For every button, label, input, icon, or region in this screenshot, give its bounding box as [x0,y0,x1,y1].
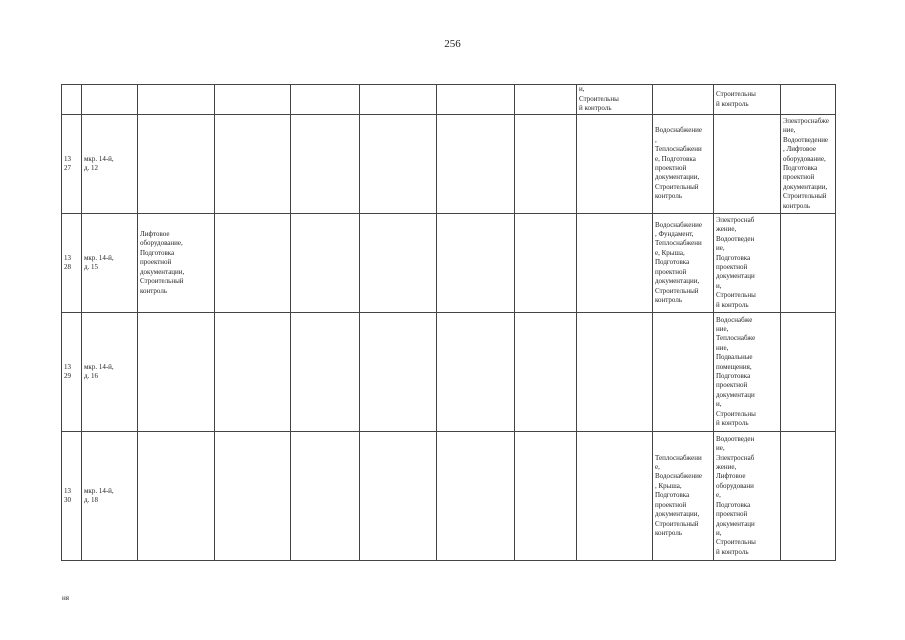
cell-empty [437,313,515,432]
cell-address [82,85,138,115]
cell-empty [515,313,577,432]
cell-empty [437,115,515,214]
cell-works [781,115,836,214]
row-number: 13 28 [64,253,71,271]
cell-works [714,85,781,115]
cell-number [62,214,82,313]
cell-empty [577,432,653,561]
cell-works [714,214,781,313]
work-schedule-table [61,84,836,561]
cell-works [653,313,714,432]
cell-empty [215,85,291,115]
cell-empty [577,115,653,214]
table-row [62,313,836,432]
cell-number [62,85,82,115]
cell-empty [291,214,360,313]
cell-text: Водоотведен ие, Электроснаб жение, Лифтовое оборудовани е, Подготовка проектной документаци и, Строительны й контроль [716,434,756,556]
cell-empty [437,214,515,313]
cell-empty [437,432,515,561]
cell-empty [215,432,291,561]
row-number: 13 29 [64,362,71,380]
table-row [62,214,836,313]
cell-empty [515,115,577,214]
cell-number [62,313,82,432]
cell-empty [515,85,577,115]
cell-empty [360,214,437,313]
footer-mark: ня [62,594,69,602]
table-row [62,432,836,561]
cell-works [653,115,714,214]
cell-works [653,214,714,313]
cell-works [138,313,215,432]
row-address: мкр. 14-й, д. 18 [84,486,114,504]
cell-empty [653,85,714,115]
cell-address [82,115,138,214]
cell-text: и, Строительны й контроль [579,85,619,113]
cell-empty [515,432,577,561]
cell-text: Водоснабже ние, Теплоснабже ние, Подвальные помещения, Подготовка проектной документаци и, Строительны й контроль [716,315,756,428]
cell-works [781,313,836,432]
row-address: мкр. 14-й, д. 15 [84,253,114,271]
row-address: мкр. 14-й, д. 12 [84,154,114,172]
cell-empty [360,432,437,561]
cell-text: Электроснабже ние, Водоотведение , Лифтовое оборудование, Подготовка проектной документации, Строительный контроль [783,116,829,210]
row-number: 13 30 [64,486,71,504]
cell-empty [215,313,291,432]
cell-empty [291,313,360,432]
cell-works [714,313,781,432]
cell-empty [215,115,291,214]
cell-works [138,214,215,313]
page-number: 256 [444,38,461,50]
cell-empty [291,85,360,115]
cell-text: Электроснаб жение, Водоотведен ие, Подготовка проектной документаци и, Строительны й контроль [716,215,756,309]
cell-empty [781,85,836,115]
cell-address [82,432,138,561]
cell-empty [360,115,437,214]
cell-works [138,115,215,214]
cell-empty [360,313,437,432]
cell-text: Водоснабжение , Фундамент, Теплоснабжени е, Крыша, Подготовка проектной документации, Строительный контроль [655,220,703,304]
row-address: мкр. 14-й, д. 16 [84,362,114,380]
cell-works [653,432,714,561]
cell-empty [515,214,577,313]
cell-address [82,313,138,432]
cell-works [781,214,836,313]
table-row-continuation [62,85,836,115]
cell-text: Лифтовое оборудование, Подготовка проектной документации, Строительный контроль [140,230,185,295]
cell-text: Строительны й контроль [716,90,756,108]
table-row [62,115,836,214]
cell-empty [577,313,653,432]
cell-works [714,432,781,561]
cell-address [82,214,138,313]
cell-works [781,432,836,561]
cell-works [714,115,781,214]
cell-empty [437,85,515,115]
cell-empty [138,85,215,115]
cell-text: Водоснабжение , Теплоснабжени е, Подготовка проектной документации, Строительный контроль [655,126,703,201]
cell-empty [360,85,437,115]
cell-text: Теплоснабжени е, Водоснабжение , Крыша, Подготовка проектной документации, Строительный контроль [655,453,703,537]
cell-number [62,432,82,561]
cell-works [138,432,215,561]
cell-empty [291,432,360,561]
cell-number [62,115,82,214]
row-number: 13 27 [64,154,71,172]
cell-works [577,85,653,115]
cell-empty [291,115,360,214]
cell-empty [577,214,653,313]
cell-empty [215,214,291,313]
